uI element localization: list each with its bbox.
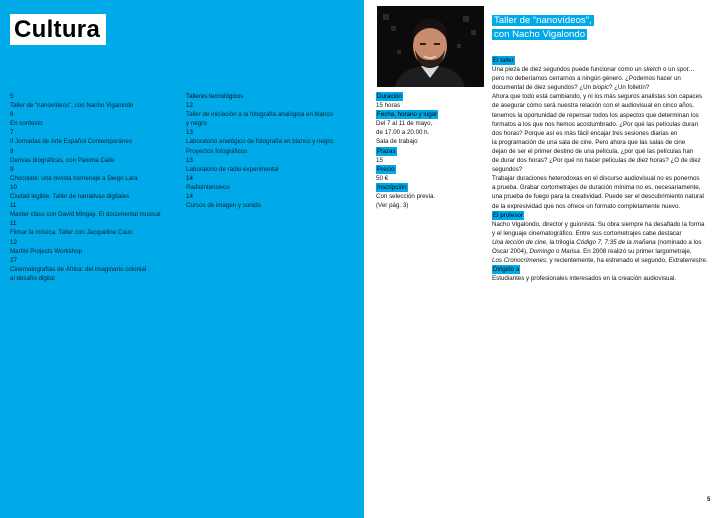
schedule-dates: Del 7 al 11 de mayo, bbox=[376, 120, 433, 128]
film-title: Extraterrestre bbox=[668, 257, 706, 265]
paragraph-line: dejan de ser el primer destino de una película, ¿por qué las películas han bbox=[492, 147, 694, 155]
index-link[interactable]: Chocolate: una revista homenaje a Diego Lara bbox=[10, 174, 138, 182]
workshop-title-line-1: Taller de “nanovídeos”, bbox=[494, 15, 592, 26]
paragraph-line: formatos a los que nos hemos acostumbrado. ¿Por qué las películas duran bbox=[492, 120, 699, 128]
index-num: 9 bbox=[10, 147, 14, 155]
audience-value: Estudiantes y profesionales interesados en la creación audiovisual. bbox=[492, 275, 677, 283]
paragraph-line: Trabajar duraciones heterodoxas en el discurso audiovisual no es ponernos bbox=[492, 175, 700, 183]
paragraph-line: Una pieza de diez segundos puede funcionar como un sketch o un spot… bbox=[492, 66, 695, 74]
index-link[interactable]: Filmar la música. Taller con Jacqueline Caux bbox=[10, 229, 133, 237]
places-label: Plazas bbox=[377, 147, 396, 155]
index-link[interactable]: Cursos de imagen y sonido bbox=[186, 202, 261, 210]
index-num: 6 bbox=[10, 111, 14, 119]
paragraph-line: Ahora que todo está cambiando, y ni los más seguros analistas son capaces bbox=[492, 93, 703, 101]
workshop-info bbox=[364, 92, 500, 210]
paragraph-line: de durar dos horas? ¿Por qué no hacer películas de diez horas? ¿O de diez bbox=[492, 157, 701, 165]
index-link[interactable]: Radiointensivos bbox=[186, 183, 230, 191]
paragraph-line: tenemos la oportunidad de repensar todos los aspectos que determinan los bbox=[492, 111, 699, 119]
index-link-continuation[interactable]: y negro bbox=[186, 120, 207, 128]
index-link[interactable]: Cinematografías de África: del imaginario colonial bbox=[10, 265, 147, 273]
schedule-hours: de 17.00 a 20.00 h. bbox=[376, 129, 430, 137]
paragraph-line: una prueba de fuego para la creatividad. Puede ser el descubrimiento natural bbox=[492, 193, 704, 201]
index-num: 13 bbox=[186, 129, 193, 137]
paragraph-line: de la expresividad que nos ofrece un formato completamente nuevo. bbox=[492, 202, 681, 210]
price-value: 50 € bbox=[376, 174, 389, 182]
registration-page-ref[interactable]: (Ver pág. 3) bbox=[376, 202, 409, 210]
index-num: 9 bbox=[10, 165, 14, 173]
paragraph-line: Una lección de cine, la trilogía Código 7, 7:35 de la mañana (nominado a los bbox=[492, 238, 702, 246]
index-link[interactable]: Laboratorio de radio experimental bbox=[186, 165, 279, 173]
audience-label: Dirigido a bbox=[493, 266, 520, 274]
index-num: 11 bbox=[10, 202, 17, 210]
index-num: 12 bbox=[186, 102, 193, 110]
paragraph-line: dos horas? Porque así es más fácil encajar tres sesiones diarias en bbox=[492, 129, 678, 137]
index-num: 13 bbox=[186, 156, 193, 164]
index-num: 7 bbox=[10, 129, 14, 137]
workshop-title bbox=[492, 14, 594, 41]
places-value: 15 bbox=[376, 156, 383, 164]
index-num: 14 bbox=[186, 193, 193, 201]
schedule-label: Fecha, horario y lugar bbox=[377, 111, 438, 119]
paragraph-line: Los Cronocrímenes; y recientemente, ha estrenado el segundo, Extraterrestre. bbox=[492, 257, 708, 265]
index-num: 14 bbox=[186, 174, 193, 182]
index-link-continuation[interactable]: Proyectos fotográficos bbox=[186, 147, 248, 155]
index-link[interactable]: Taller de iniciación a la fotografía analógica en blanco bbox=[186, 111, 333, 119]
workshop-description bbox=[492, 56, 718, 283]
index-link[interactable]: II Jornadas de Arte Español Contemporáneo bbox=[10, 138, 133, 146]
index-link[interactable]: Derivas biográficas, con Paloma Calle bbox=[10, 156, 115, 164]
portrait-photo bbox=[377, 6, 484, 87]
workshop-title-line-2: con Nacho Vigalondo bbox=[494, 28, 586, 40]
paragraph-line: y el lenguaje cinematográfico. Entre sus cortometrajes cabe destacar bbox=[492, 229, 682, 237]
paragraph-line: Nacho Vigalondo, director y guionista. Su obra siempre ha desafiado la forma bbox=[492, 220, 705, 228]
price-label: Precio bbox=[377, 165, 395, 173]
index-link[interactable]: En contexto bbox=[10, 120, 43, 128]
duration-label: Duración bbox=[377, 93, 402, 100]
teacher-label: El profesor bbox=[493, 211, 523, 219]
index-link[interactable]: Martini Projects Workshop bbox=[10, 247, 83, 255]
paragraph-line: de asegurar cómo será nuestra relación con el audiovisual en cinco años, bbox=[492, 102, 694, 110]
index-num: 11 bbox=[10, 220, 17, 228]
index-link[interactable]: Master class con David Mingay. El documental musical bbox=[10, 211, 161, 219]
page-number: 5 bbox=[707, 497, 711, 503]
index-num: 27 bbox=[10, 256, 17, 264]
film-title: Una lección de cine bbox=[492, 238, 547, 246]
index-link[interactable]: Laboratorio analógico de fotografía en blanco y negro. bbox=[186, 138, 335, 146]
section-title: Cultura bbox=[10, 14, 106, 45]
index-column-1 bbox=[10, 92, 178, 283]
index-num: 10 bbox=[10, 183, 17, 191]
index-num: 12 bbox=[10, 238, 17, 246]
index-link-continuation[interactable]: al desafío digital bbox=[10, 274, 55, 282]
film-title: Domingo bbox=[529, 247, 555, 255]
registration-label: Inscripción bbox=[377, 183, 407, 191]
paragraph-line: pero no deberíamos cerrarnos a ningún género. ¿Podemos hacer un bbox=[492, 75, 681, 83]
index-link[interactable]: Taller de “nanovídeos”, con Nacho Vigalondo bbox=[10, 102, 134, 110]
film-title: Los Cronocrímenes bbox=[492, 257, 546, 265]
index-link[interactable]: Ciudad legible. Taller de narrativas digitales bbox=[10, 193, 130, 201]
paragraph-line: la programación de una sala de cine. Pero ahora que las salas de cine bbox=[492, 138, 686, 146]
index-column-2 bbox=[186, 92, 358, 210]
paragraph-line: documental de diez segundos? ¿Un biopic? ¿Un folletín? bbox=[492, 84, 650, 92]
schedule-place: Sala de trabajo bbox=[376, 138, 418, 146]
paragraph-line: a prueba. Grabar cortometrajes de duración mínima no es, necesariamente, bbox=[492, 184, 701, 192]
paragraph-line: segundos? bbox=[492, 166, 523, 174]
workshop-label: El taller bbox=[493, 57, 514, 64]
film-title: Marisa bbox=[561, 247, 580, 255]
index-heading: Talleres tecnológicos bbox=[186, 93, 244, 100]
paragraph-line: Oscar 2004), Domingo o Marisa. En 2008 realizó su primer largometraje, bbox=[492, 247, 692, 255]
duration-value: 15 horas bbox=[376, 102, 401, 110]
registration-value: Con selección previa. bbox=[376, 193, 436, 201]
film-title: Código 7, 7:35 de la mañana bbox=[576, 238, 656, 246]
index-num: 5 bbox=[10, 93, 14, 100]
